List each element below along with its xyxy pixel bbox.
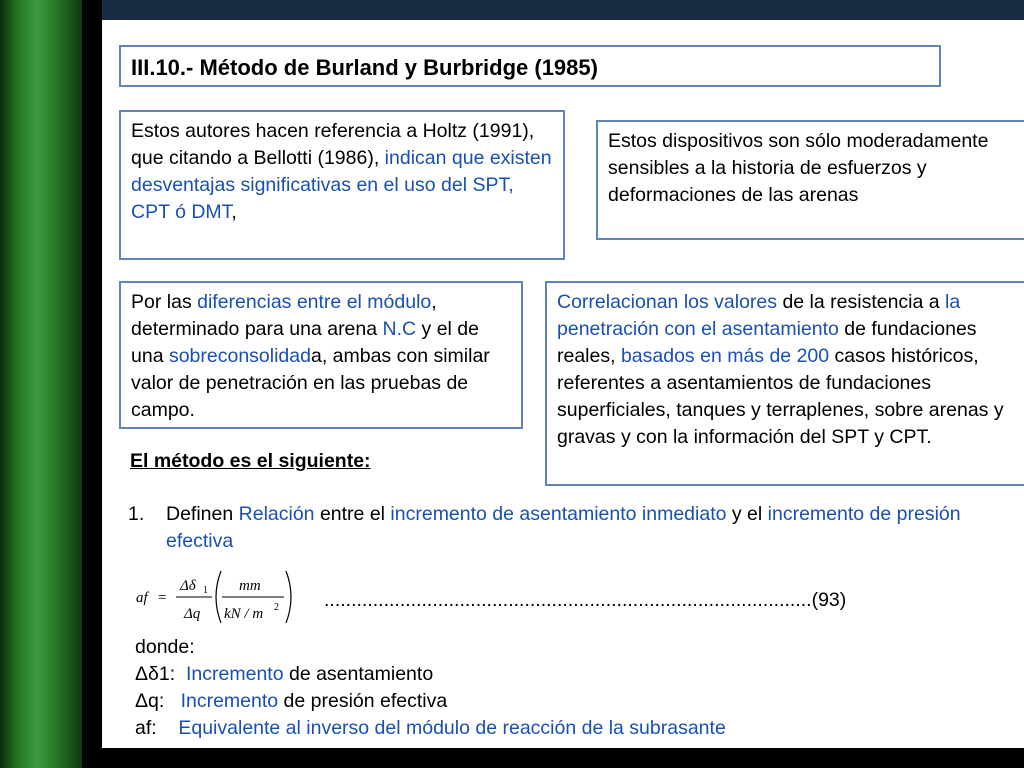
formula-eq: =: [158, 590, 167, 606]
formula-num: Δδ: [180, 578, 196, 594]
correlation-text-1: de la resistencia a: [777, 291, 946, 313]
modulus-text-2: , determinado para una arena: [131, 291, 437, 340]
modulus-highlight-3: sobreconsolidad: [168, 345, 311, 367]
modulus-text-4: a, ambas con similar valor de penetración en las pruebas de campo.: [131, 345, 490, 421]
modulus-highlight-2: N.C: [382, 318, 417, 340]
formula-unit-den: kN / m: [224, 606, 264, 622]
correlation-highlight-3: basados en más de 200: [620, 345, 830, 367]
correlation-box: [545, 281, 1024, 486]
definition-row: [135, 661, 726, 688]
definition-highlight: Equivalente al inverso del módulo de reacción de la subrasante: [178, 717, 726, 739]
definition-row: [135, 715, 726, 742]
modulus-text-1: Por las: [131, 291, 198, 313]
item-highlight-2: incremento de asentamiento inmediato: [390, 503, 727, 525]
modulus-highlight-1: diferencias entre el módulo: [197, 291, 432, 313]
definition-highlight: Incremento: [186, 663, 284, 685]
holtz-text: Estos autores hacen referencia a Holtz (1991), que citando a Bellotti (1986),: [131, 120, 535, 169]
donde-label: donde:: [135, 636, 195, 658]
modulus-text-3: y el de una: [131, 318, 479, 367]
left-paren: [216, 571, 221, 623]
left-green-bar: [0, 0, 82, 768]
item-text-1: Definen: [166, 503, 239, 525]
definition-row: [135, 688, 726, 715]
list-number: 1.: [128, 503, 145, 525]
holtz-end: ,: [231, 201, 237, 223]
definition-rest: de asentamiento: [283, 663, 434, 685]
formula: [124, 565, 304, 627]
formula-unit-exp: 2: [274, 602, 279, 613]
equation-number: ..........................................................................................(93): [324, 589, 847, 611]
slide: [102, 20, 1024, 748]
formula-den: Δq: [184, 606, 201, 622]
holtz-highlight: indican que existen desventajas significativas en el uso del SPT, CPT ó DMT: [131, 147, 552, 223]
formula-unit-num: mm: [239, 578, 261, 594]
slide-title: III.10.- Método de Burland y Burbridge (1985): [119, 45, 941, 87]
definition-highlight: Incremento: [180, 690, 279, 712]
correlation-text-3: casos históricos, referentes a asentamientos de fundaciones superficiales, tanques y terraplenes, sobre arenas y gravas y con la información del SPT y CPT.: [557, 345, 1004, 448]
definition-rest: de presión efectiva: [278, 690, 448, 712]
list-text: [166, 501, 996, 555]
definition-symbol: af:: [135, 717, 157, 739]
right-paren: [286, 571, 291, 623]
definitions: [135, 634, 726, 742]
modulus-box: [119, 281, 523, 429]
method-heading: El método es el siguiente:: [130, 450, 371, 472]
definition-symbol: Δq:: [135, 690, 165, 712]
top-navy-bar: [102, 0, 1024, 20]
holtz-box: [119, 110, 565, 260]
formula-lhs: af: [136, 590, 148, 606]
item-highlight-1: Relación: [238, 503, 315, 525]
devices-box: Estos dispositivos son sólo moderadamente sensibles a la historia de esfuerzos y deformaciones de las arenas: [596, 120, 1024, 240]
item-text-3: y el: [726, 503, 768, 525]
item-highlight-3: incremento de presión efectiva: [166, 503, 961, 552]
correlation-highlight-2: la penetración con el asentamiento: [557, 291, 961, 340]
correlation-text-2: de fundaciones reales,: [557, 318, 977, 367]
formula-num-sub: 1: [203, 585, 208, 596]
definition-symbol: Δδ1:: [135, 663, 176, 685]
item-text-2: entre el: [314, 503, 391, 525]
correlation-highlight-1: Correlacionan los valores: [557, 291, 778, 313]
